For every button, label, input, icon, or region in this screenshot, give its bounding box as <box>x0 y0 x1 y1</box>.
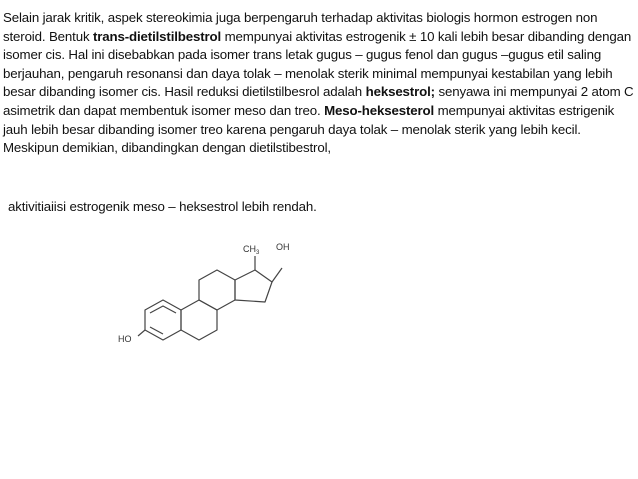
text-segment: mempunyai aktivitas estrogenik ± 10 kali lebih besar dibanding dengan isomer cis. Hal ini disebabkan pada isomer trans letak gugus – gugus fenol dan gugus –gugus etil saling berjauhan, pengaruh resonansi dan daya tolak – menolak sterik minimal mempunyai kestabilan yang lebih besar dibanding isomer cis. Hasil reduksi dietilstilbesrol adalah <box>3 28 632 100</box>
text-segment: mempunyai aktivitas estrigenik jauh lebih besar dibanding isomer treo karena pengaruh daya tolak – menolak sterik yang lebih kecil. Meskipun demikian, dibandingkan dengan dietilstibestrol, <box>3 102 615 156</box>
text-segment: senyawa ini mempunyai 2 atom C asimetrik dan dapat membentuk isomer meso dan treo. <box>3 84 634 118</box>
oh-label: OH <box>276 242 290 252</box>
ring-a-inner-bonds <box>150 306 176 313</box>
ring-c <box>199 270 235 310</box>
term-meso-heksesterol: Meso-heksesterol <box>324 102 435 118</box>
term-trans-dietilstilbestrol: trans-dietilstilbestrol <box>93 28 222 44</box>
ring-b <box>181 300 217 340</box>
closing-line: aktivitiaiisi estrogenik meso – heksestrol lebih rendah. <box>8 199 317 214</box>
text-segment: Selain jarak kritik, aspek stereokimia juga berpengaruh terhadap aktivitas biologis hormon estrogen non steroid. Bentuk <box>3 10 598 44</box>
ch3-label: $CH_3$ <box>243 244 260 256</box>
ho-label: HO <box>118 334 132 344</box>
steroid-structure-diagram <box>110 232 360 362</box>
body-paragraph <box>3 9 635 158</box>
term-heksestrol: heksestrol; <box>365 84 435 100</box>
ring-d <box>235 270 272 302</box>
